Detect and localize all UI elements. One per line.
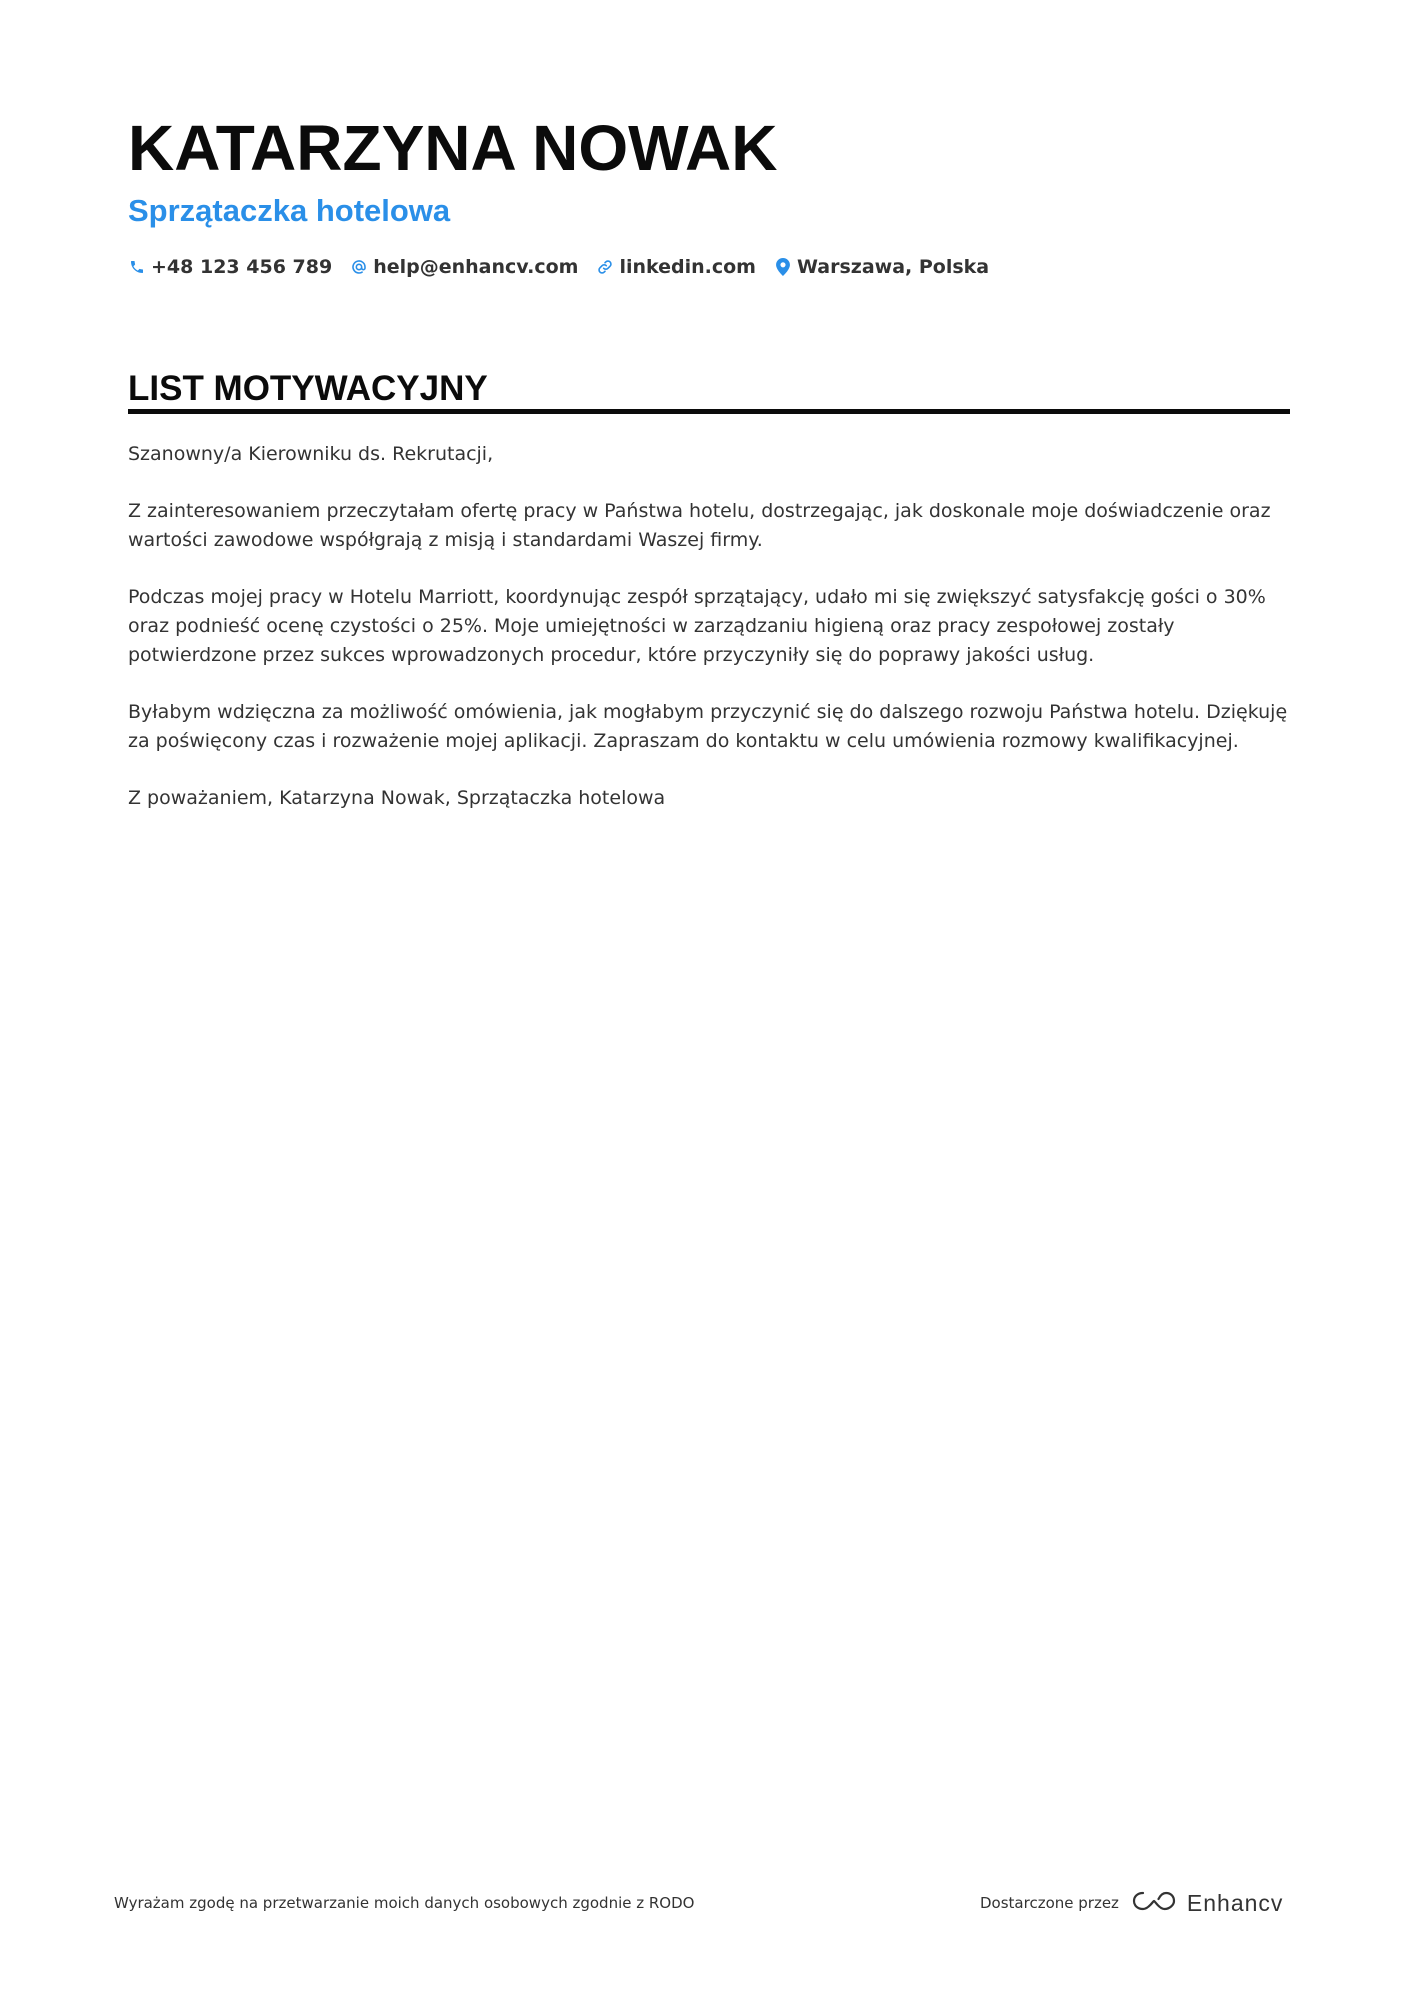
- salutation: Szanowny/a Kierowniku ds. Rekrutacji,: [128, 443, 494, 465]
- phone-icon: [128, 258, 146, 276]
- title-divider: [128, 409, 1290, 414]
- closing: Z poważaniem, Katarzyna Nowak, Sprzątaczka hotelowa: [128, 787, 666, 809]
- contact-location: [774, 256, 989, 278]
- gdpr-consent: Wyrażam zgodę na przetwarzanie moich danych osobowych zgodnie z RODO: [114, 1894, 695, 1912]
- letter-title: LIST MOTYWACYJNY: [128, 369, 488, 408]
- enhancv-wordmark: Enhancv: [1186, 1889, 1284, 1916]
- contact-phone-text: +48 123 456 789: [151, 256, 333, 278]
- powered-by[interactable]: [980, 1888, 1283, 1918]
- contact-phone[interactable]: [128, 256, 332, 278]
- letter-body: [128, 440, 1298, 841]
- powered-by-label: Dostarczone przez: [980, 1894, 1119, 1912]
- contact-linkedin[interactable]: [596, 256, 756, 278]
- contact-location-text: Warszawa, Polska: [796, 256, 990, 278]
- contact-email-text: help@enhancv.com: [373, 256, 579, 278]
- contact-linkedin-text: linkedin.com: [619, 256, 756, 278]
- letter-paragraph: Byłabym wdzięczna za możliwość omówienia, jak mogłabym przyczynić się do dalszego rozwoju Państwa hotelu. Dziękuję za poświęcony czas i rozważenie mojej aplikacji. Zapraszam do kontaktu w celu umówienia rozmowy kwalifikacyjnej.: [128, 701, 1288, 752]
- contact-bar: [128, 252, 1007, 282]
- at-icon: [350, 258, 368, 276]
- location-pin-icon: [774, 258, 792, 276]
- link-icon: [596, 258, 614, 276]
- enhancv-logo-icon: [1131, 1888, 1177, 1918]
- letter-paragraph: Z zainteresowaniem przeczytałam ofertę pracy w Państwa hotelu, dostrzegając, jak doskonale moje doświadczenie oraz wartości zawodowe współgrają z misją i standardami Waszej firmy.: [128, 500, 1271, 551]
- candidate-name: KATARZYNA NOWAK: [128, 112, 778, 184]
- candidate-role: Sprzątaczka hotelowa: [128, 193, 451, 228]
- contact-email[interactable]: [350, 256, 578, 278]
- letter-paragraph: Podczas mojej pracy w Hotelu Marriott, koordynując zespół sprzątający, udało mi się zwiększyć satysfakcję gości o 30% oraz podnieść ocenę czystości o 25%. Moje umiejętności w zarządzaniu higieną oraz pracy zespołowej zostały potwierdzone przez sukces wprowadzonych procedur, które przyczyniły się do poprawy jakości usług.: [128, 586, 1266, 666]
